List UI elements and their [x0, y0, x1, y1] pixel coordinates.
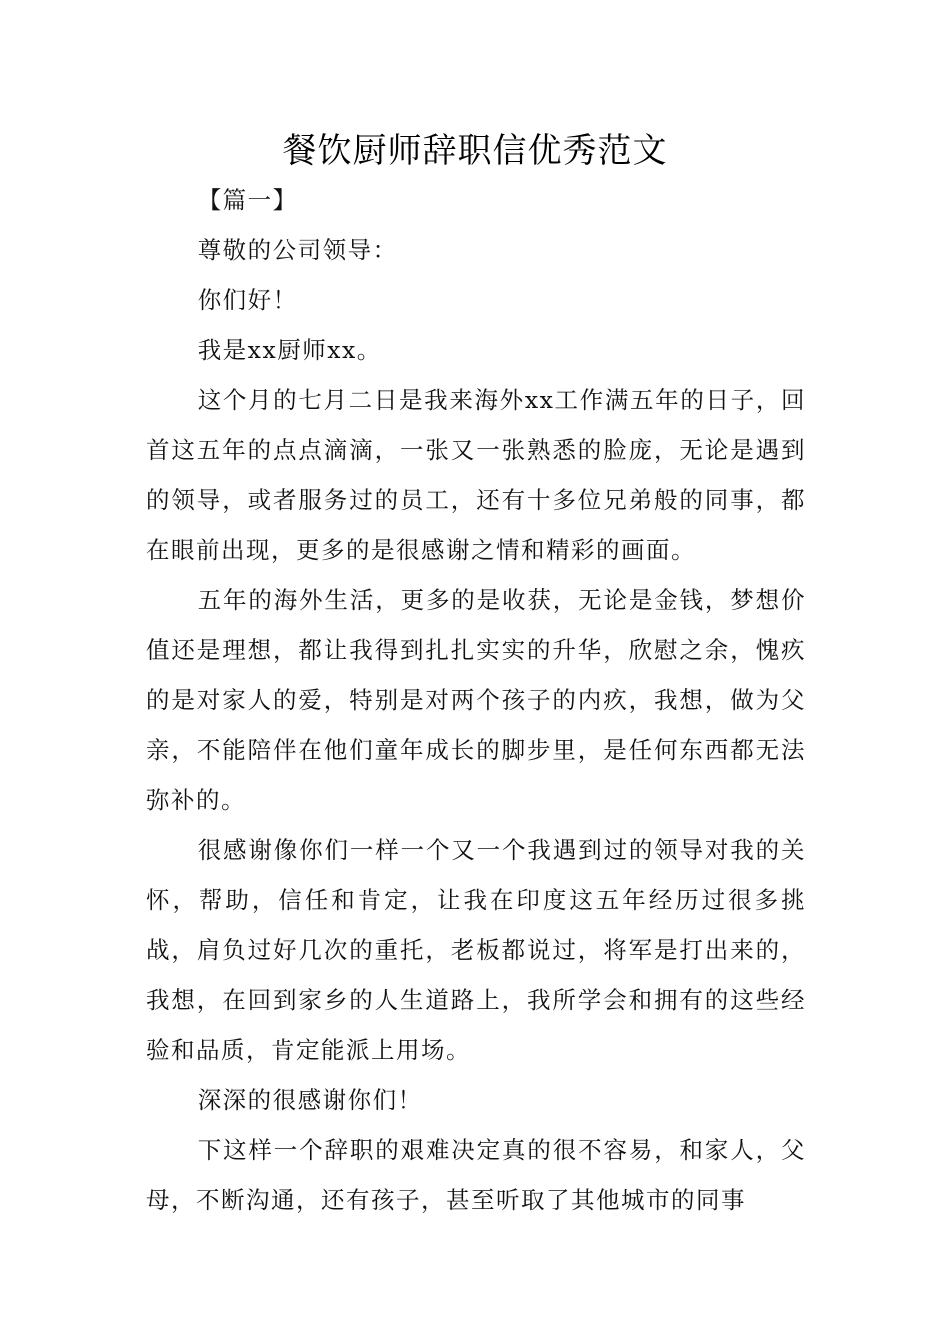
document-body: [146, 175, 806, 1225]
self-introduction: 我是xx厨师xx。: [197, 336, 382, 364]
salutation: 尊敬的公司领导：: [197, 236, 398, 264]
body-paragraph: 很感谢像你们一样一个又一个我遇到过的领导对我的关怀，帮助，信任和肯定，让我在印度这五年经历过很多挑战，肩负过好几次的重托，老板都说过，将军是打出来的，我想，在回到家乡的人生道路上，我所学会和拥有的这些经验和品质，肯定能派上用场。: [146, 836, 806, 1064]
body-paragraph: 五年的海外生活，更多的是收获，无论是金钱，梦想价值还是理想，都让我得到扎扎实实的升华，欣慰之余，愧疚的是对家人的爱，特别是对两个孩子的内疚，我想，做为父亲，不能陪伴在他们童年成长的脚步里，是任何东西都无法弥补的。: [146, 586, 806, 814]
document-title: 餐饮厨师辞职信优秀范文: [282, 131, 668, 171]
body-paragraph: 这个月的七月二日是我来海外xx工作满五年的日子，回首这五年的点点滴滴，一张又一张熟悉的脸庞，无论是遇到的领导，或者服务过的员工，还有十多位兄弟般的同事，都在眼前出现，更多的是很感谢之情和精彩的画面。: [146, 386, 806, 564]
body-paragraph: 下这样一个辞职的艰难决定真的很不容易，和家人，父母，不断沟通，还有孩子，甚至听取了其他城市的同事: [146, 1136, 806, 1214]
section-heading: 【篇一】: [197, 186, 298, 214]
body-paragraph: 深深的很感谢你们！: [197, 1086, 423, 1114]
greeting: 你们好！: [197, 286, 298, 314]
